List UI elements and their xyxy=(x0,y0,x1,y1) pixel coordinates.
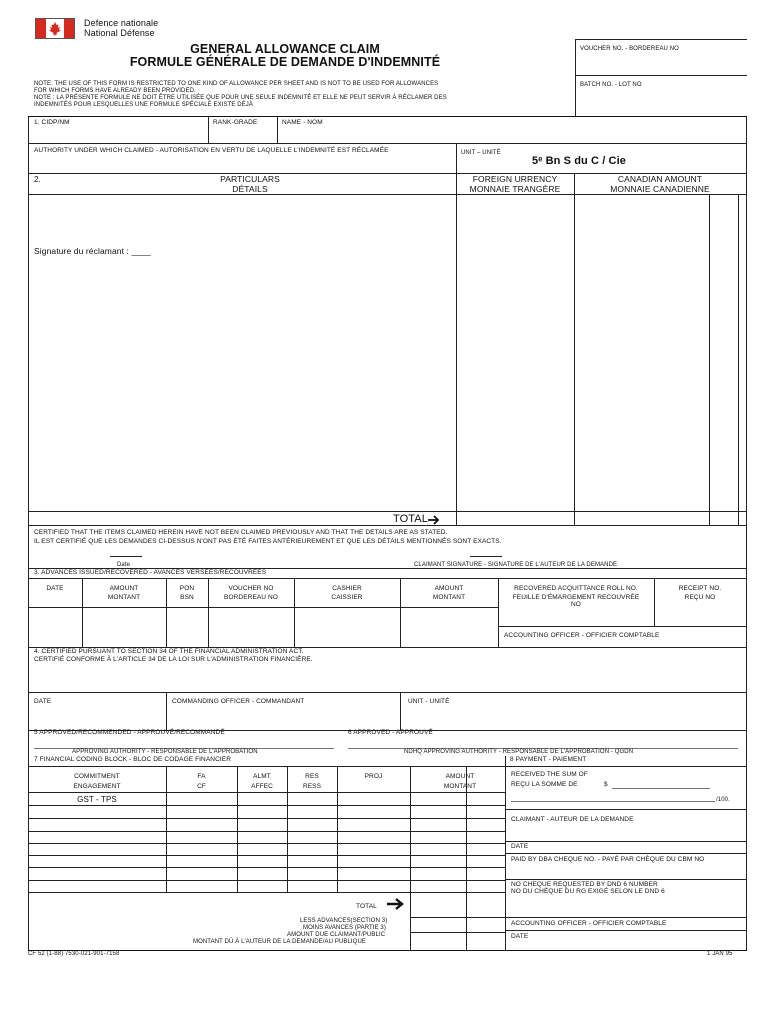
rank-field[interactable] xyxy=(210,127,275,142)
s3-col-voucher-fr: BORDEREAU NO xyxy=(224,594,278,601)
form-id: CF 52 (1-88) 7530-021-901-7158 xyxy=(28,951,120,957)
less-advances-fr: MOINS AVANCES (PARTIE 3) xyxy=(303,925,386,931)
dept-name-en: Defence nationale xyxy=(84,18,159,28)
paid-by-cheque-label: PAID BY DBA CHEQUE NO. - PAYÉ PAR CHÈQUE DU CBM NO xyxy=(511,856,705,863)
section2-number: 2. xyxy=(34,175,41,184)
s7-col-amount-fr: MONTANT xyxy=(443,783,477,790)
s3-col-receipt-en: RECEIPT NO. xyxy=(678,585,722,592)
dept-name-fr: National Défense xyxy=(84,28,155,38)
section6-label: 6 APPROVED - APPROUVÉ xyxy=(348,729,433,736)
unit-label: UNIT – UNITÉ xyxy=(461,150,501,156)
received-sum-fr: REÇU LA SOMME DE xyxy=(511,781,578,788)
s3-col-cashier-en: CASHIER xyxy=(332,585,362,592)
canadian-amount-header-en: CANADIAN AMOUNT xyxy=(617,174,703,184)
voucher-no-label: VOUCHER NO. - BORDEREAU NO xyxy=(580,46,679,52)
foreign-currency-header-en: FOREIGN URRENCY xyxy=(472,174,558,184)
s7-total-label: TOTAL xyxy=(356,903,377,910)
less-advances-en: LESS ADVANCES(SECTION 3) xyxy=(300,918,388,924)
voucher-no-field[interactable] xyxy=(578,54,746,73)
approving-authority-label: APPROVING AUTHORITY - RESPONSABLE DE L'APPROBATION xyxy=(72,749,258,755)
authority-field[interactable] xyxy=(30,155,454,170)
s3-col-voucher-en: VOUCHER NO xyxy=(228,585,274,592)
s7-col-affec: AFFEC xyxy=(251,783,273,790)
commanding-officer-field[interactable] xyxy=(168,707,398,728)
s7-col-commitment-en: COMMITMENT xyxy=(74,773,120,780)
received-sum-words-field[interactable] xyxy=(511,791,715,801)
s3-col-amount-en: AMOUNT xyxy=(109,585,139,592)
arrow-right-bold-icon xyxy=(386,897,408,911)
rank-label: RANK-GRADE xyxy=(213,119,258,126)
gst-label: GST - TPS xyxy=(77,795,117,804)
cidp-field[interactable] xyxy=(30,127,206,142)
per-100-label: /100. xyxy=(716,797,730,803)
s3-col-cashier-fr: CAISSIER xyxy=(331,594,363,601)
canadian-amount-field[interactable] xyxy=(576,196,707,509)
s3-recovered-field[interactable] xyxy=(500,609,652,625)
received-sum-en: RECEIVED THE SUM OF xyxy=(511,771,588,778)
section5-label: 5 APPROVED/RECOMMENDED - APPROUVÉ/RECOMMANDÉ xyxy=(34,729,225,736)
s3-col-recovered-2: FEUILLE D'ÉMARGEMENT RECOUVRÉE xyxy=(512,594,640,601)
section4-line1: 4. CERTIFIED PURSUANT TO SECTION 34 OF THE FINANCIAL ADMINISTRATION ACT. xyxy=(34,648,304,655)
s7-col-cf: CF xyxy=(197,783,206,790)
foreign-currency-header-fr: MONNAIE TRANGÈRE xyxy=(469,184,561,194)
section4-date-label: DATE xyxy=(34,698,52,705)
arrow-right-icon xyxy=(427,513,441,525)
s7-col-fa: FA xyxy=(197,773,206,780)
claimant-author-field[interactable] xyxy=(507,825,745,840)
s3-col-pon: PON xyxy=(179,585,195,592)
amount-due-field[interactable] xyxy=(412,933,464,949)
canada-flag-logo xyxy=(35,18,75,39)
no-cheque-fr: NO DU CHÈQUE DU RG EXIGÉ SELON LE DND 6 xyxy=(511,888,665,895)
s3-col-amount-fr: MONTANT xyxy=(107,594,141,601)
s8-date-label: DATE xyxy=(511,933,529,940)
name-field[interactable] xyxy=(279,127,744,142)
s3-col-amount2-en: AMOUNT xyxy=(434,585,464,592)
s3-accounting-officer-label: ACCOUNTING OFFICER - OFFICIER COMPTABLE xyxy=(504,632,660,639)
less-advances-field[interactable] xyxy=(412,918,464,931)
claimant-signature-field[interactable] xyxy=(460,548,520,556)
foreign-currency-field[interactable] xyxy=(458,196,572,509)
s8-accounting-officer-label: ACCOUNTING OFFICER - OFFICIER COMPTABLE xyxy=(511,920,667,927)
no-cheque-en: NO CHEQUE REQUESTED BY DND 6 NUMBER xyxy=(511,881,658,888)
no-cheque-field[interactable] xyxy=(507,897,745,916)
payment-date-label: DATE xyxy=(511,843,529,850)
s3-col-recovered-3: NO xyxy=(571,601,581,608)
particulars-header-en: PARTICULARS xyxy=(220,174,280,184)
form-title-fr: FORMULE GÉNÉRALE DE DEMANDE D'INDEMNITÉ xyxy=(129,55,441,69)
authority-label: AUTHORITY UNDER WHICH CLAIMED - AUTORISATION EN VERTU DE LAQUELLE L'INDEMNITÉ EST RÉCLAMÉE xyxy=(34,147,389,154)
note-line-1: NOTE: THE USE OF THIS FORM IS RESTRICTED TO ONE KIND OF ALLOWANCE PER SHEET AND IS NOT TO BE USED FOR ALLOWANCES xyxy=(34,81,439,87)
certification-fr: IL EST CERTIFIÉ QUE LES DEMANDES CI-DESSUS N'ONT PAS ÉTÉ FAITES ANTÉRIEUREMENT ET QUE LES DÉTAILS MENTIONNÉS SONT EXACTS. xyxy=(34,538,502,545)
s3-col-amount2-fr: MONTANT xyxy=(432,594,466,601)
total-label: TOTAL xyxy=(393,513,428,525)
section4-date-field[interactable] xyxy=(30,707,164,728)
certification-date-field[interactable] xyxy=(105,548,150,556)
name-label: NAME - NOM xyxy=(282,119,323,126)
claimant-signature-label: CLAIMANT SIGNATURE - SIGNATURE DE L'AUTEUR DE LA DEMANDE xyxy=(414,562,618,568)
s8-date-field[interactable] xyxy=(540,932,745,949)
section4-unit-field[interactable] xyxy=(402,707,744,728)
note-line-2: FOR WHICH FORMS HAVE ALREADY BEEN PROVIDED. xyxy=(34,88,196,94)
canadian-amount-header-fr: MONNAIE CANADIENNE xyxy=(610,184,710,194)
amount-due-en: AMOUNT DUE CLAIMANT/PUBLIC xyxy=(287,932,386,938)
particulars-field[interactable] xyxy=(30,196,454,509)
section4-unit-label: UNIT - UNITÉ xyxy=(408,698,450,705)
claimant-signature-inline: Signature du réclamant : ____ xyxy=(34,246,151,256)
particulars-header-fr: DÉTAILS xyxy=(232,184,268,194)
certification-en: CERTIFIED THAT THE ITEMS CLAIMED HEREIN HAVE NOT BEEN CLAIMED PREVIOUSLY AND THAT THE DETAILS ARE AS STATED. xyxy=(34,529,448,536)
s3-col-date: DATE xyxy=(46,585,64,592)
amount-due-fr: MONTANT DÛ À L'AUTEUR DE LA DEMANDE/AU PUBLIQUE xyxy=(193,939,366,945)
section3-title: 3. ADVANCES ISSUED/RECOVERED - AVANCES VERSÉES/RECOUVRÉES xyxy=(34,569,267,576)
s7-total-field[interactable] xyxy=(412,894,464,916)
s7-col-almt: ALMT xyxy=(253,773,271,780)
s3-col-bsn: BSN xyxy=(180,594,194,601)
coding-block-title: 7 FINANCIAL CODING BLOCK - BLOC DE CODAGE FINANCIER xyxy=(34,756,232,763)
ndhq-approving-authority-label: NDHQ APPROVING AUTHORITY - RESPONSABLE DE L'APPROBATION - QGDN xyxy=(404,749,634,755)
batch-no-label: BATCH NO. - LOT NO xyxy=(580,82,642,88)
payment-title: 8 PAYMENT - PAIEMENT xyxy=(510,756,587,763)
total-foreign-field[interactable] xyxy=(458,512,572,524)
note-line-4: INDEMNITÉS POUR LESQUELLES UNE FORMULE SPÉCIALE EXISTE DÉJÀ xyxy=(34,102,253,108)
certification-date-label: Date xyxy=(117,562,131,568)
s7-col-amount-en: AMOUNT xyxy=(445,773,475,780)
unit-value[interactable]: 5ᵉ Bn S du C / Cie xyxy=(532,155,626,167)
claimant-author-label: CLAIMANT - AUTEUR DE LA DEMANDE xyxy=(511,816,634,823)
commanding-officer-label: COMMANDING OFFICER - COMMANDANT xyxy=(172,698,305,705)
s3-row-entry[interactable] xyxy=(30,609,496,646)
revision-date: 1 JAN 95 xyxy=(707,951,733,957)
paid-by-cheque-field[interactable] xyxy=(507,864,745,878)
s7-col-ress: RESS xyxy=(302,783,322,790)
s3-receipt-field[interactable] xyxy=(656,609,744,625)
s3-col-recovered-1: RECOVERED ACQUITTANCE ROLL NO. xyxy=(514,585,638,592)
dollar-sign: $ xyxy=(604,781,608,788)
note-line-3: NOTE : LA PRÉSENTE FORMULE NE DOIT ÊTRE UTILISÉE QUE POUR UNE SEULE INDEMNITÉ ET ELLE NE PEUT SERVIR À RÉCLAMER DES xyxy=(34,95,447,101)
form-title-en: GENERAL ALLOWANCE CLAIM xyxy=(190,42,380,56)
section4-line2: CERTIFIÉ CONFORME À L'ARTICLE 34 DE LA LOI SUR L'ADMINISTRATION FINANCIÈRE. xyxy=(34,656,313,663)
s3-col-receipt-fr: REÇU NO xyxy=(684,594,716,601)
s7-col-commitment-fr: ENGAGEMENT xyxy=(73,783,121,790)
total-canadian-field[interactable] xyxy=(576,512,707,524)
s7-col-proj: PROJ xyxy=(364,773,383,780)
coding-block-rows[interactable] xyxy=(30,794,504,891)
s7-col-res: RES xyxy=(305,773,319,780)
cidp-label: 1. CIDP/NM xyxy=(34,119,70,126)
batch-no-field[interactable] xyxy=(578,90,746,114)
received-amount-field[interactable] xyxy=(612,779,710,788)
